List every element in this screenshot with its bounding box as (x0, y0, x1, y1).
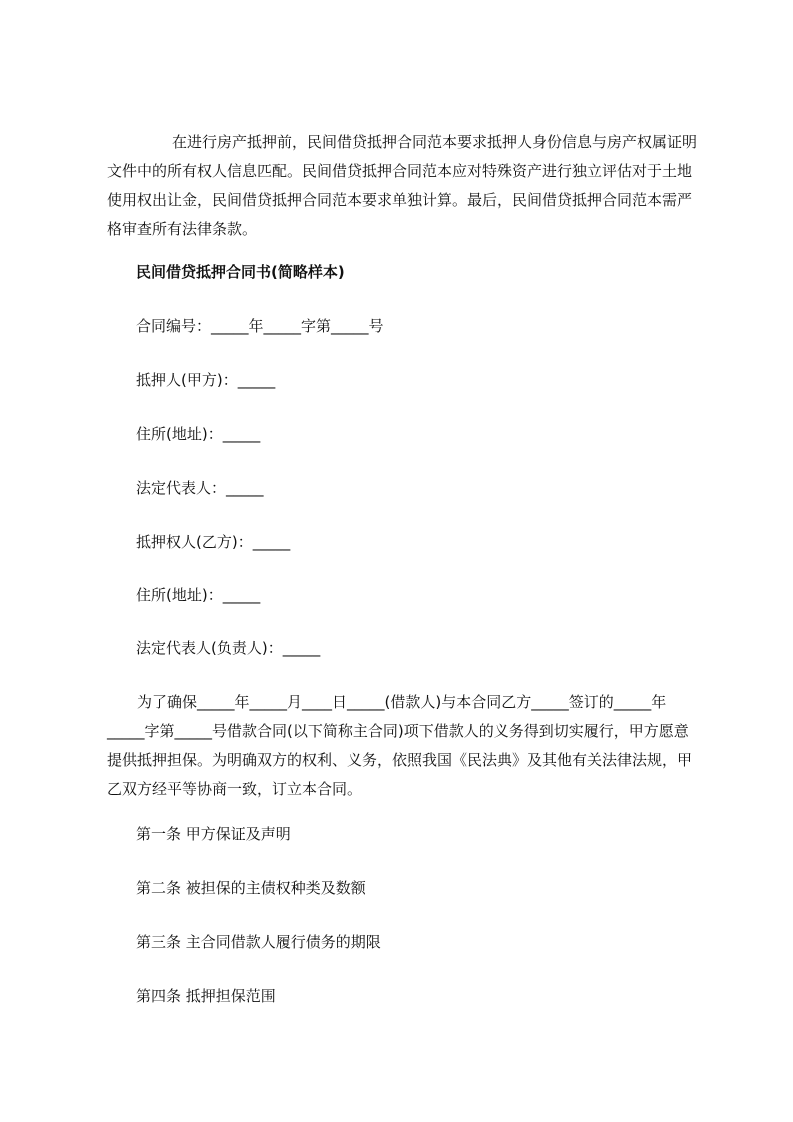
mortgagee-representative-field: 法定代表人(负责人)：_____ (136, 639, 321, 657)
mortgagor-field: 抵押人(甲方)：_____ (136, 371, 276, 389)
intro-paragraph (107, 128, 697, 244)
article-3: 第三条 主合同借款人履行债务的期限 (136, 933, 381, 951)
contract-title: 民间借贷抵押合同书(简略样本) (136, 263, 345, 281)
body-text: 为了确保_____年_____月____日_____(借款人)与本合同乙方_____签订的_____年_____字第_____号借款合同(以下简称主合同)项下借款人的义务得到切实履行，甲方愿意提供抵押担保。为明确双方的权利、义务，依照我国《民法典》及其他有关法律法规，甲乙双方经平等协商一致，订立本合同。 (107, 693, 693, 798)
body-paragraph (107, 688, 701, 804)
article-2: 第二条 被担保的主债权种类及数额 (136, 879, 366, 897)
contract-number-field: 合同编号：_____年_____字第_____号 (136, 317, 384, 335)
article-1: 第一条 甲方保证及声明 (136, 825, 291, 843)
article-4: 第四条 抵押担保范围 (136, 987, 276, 1005)
intro-text: 在进行房产抵押前，民间借贷抵押合同范本要求抵押人身份信息与房产权属证明文件中的所有权人信息匹配。民间借贷抵押合同范本应对特殊资产进行独立评估对于土地使用权出让金，民间借贷抵押合同范本要求单独计算。最后，民间借贷抵押合同范本需严格审查所有法律条款。 (107, 133, 698, 238)
mortgagor-representative-field: 法定代表人：_____ (136, 479, 264, 497)
mortgagor-address-field: 住所(地址)：_____ (136, 425, 261, 443)
mortgagee-field: 抵押权人(乙方)：_____ (136, 533, 291, 551)
mortgagee-address-field: 住所(地址)：_____ (136, 586, 261, 604)
